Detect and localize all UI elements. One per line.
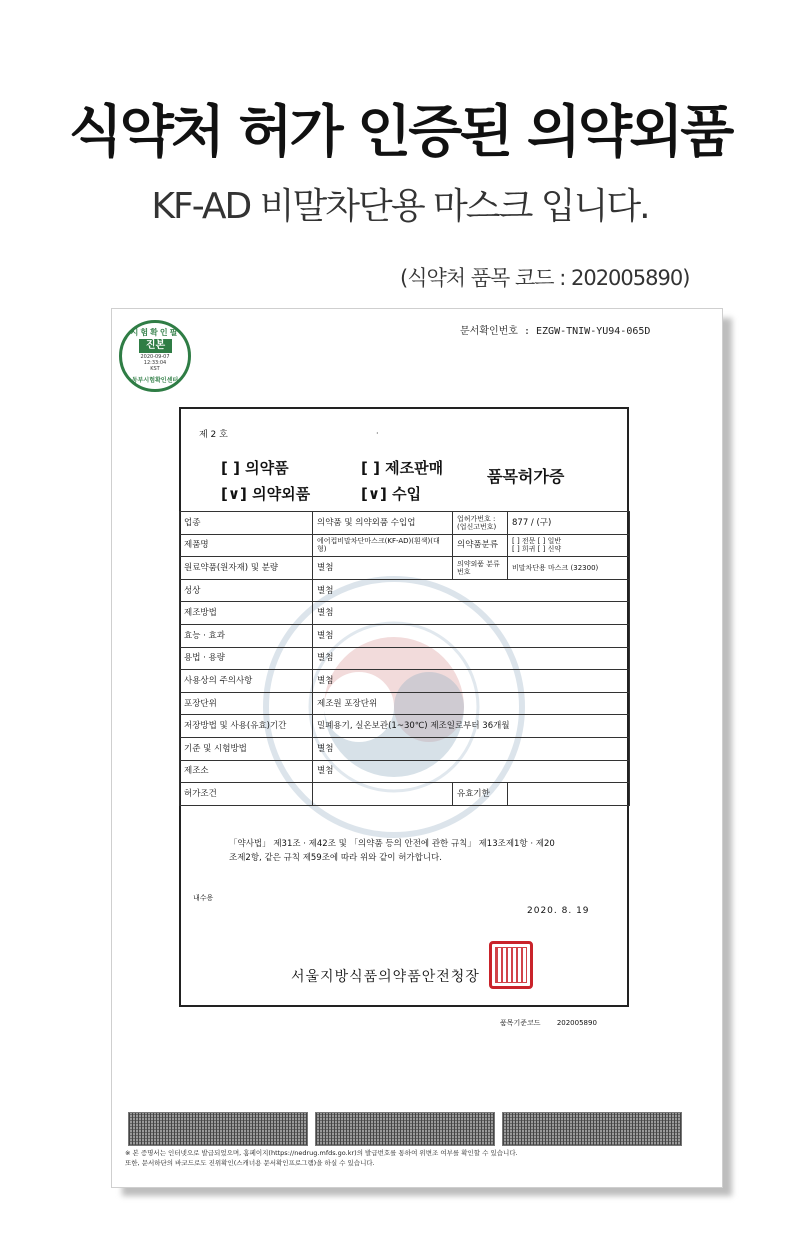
table-row — [180, 557, 630, 580]
checkbox-import: [∨] 수입 — [361, 485, 422, 503]
permit-table — [179, 511, 630, 806]
seal-time: 12:33:04 — [143, 360, 167, 366]
product-label: 제품명 — [180, 534, 313, 557]
item-standard-label: 품목기준코드 — [500, 1019, 541, 1027]
maker-value: 별첨 — [313, 760, 630, 783]
certificate-box — [179, 407, 629, 1007]
condition-value — [313, 783, 453, 806]
class-line-1: [ ] 전문 [ ] 일반 — [512, 537, 562, 546]
license-value: 877 / (구) — [508, 512, 630, 535]
caution-label: 사용상의 주의사항 — [180, 670, 313, 693]
storage-label: 저장방법 및 사용(유효)기간 — [180, 715, 313, 738]
class-value — [508, 534, 630, 557]
item-code-caption: (식약처 품목 코드 : 202005890) — [400, 266, 690, 290]
verification-notice — [125, 1148, 705, 1168]
product-value: 에어컵비말차단마스크(KF-AD)(흰색)(대형) — [313, 534, 453, 557]
package-value: 제조원 포장단위 — [313, 692, 630, 715]
business-value: 의약품 및 의약외품 수입업 — [313, 512, 453, 535]
usage-value: 별첨 — [313, 647, 630, 670]
package-label: 포장단위 — [180, 692, 313, 715]
seal-org: 동부시험확인센터 — [131, 377, 179, 384]
ingredient-value: 별첨 — [313, 557, 453, 580]
property-label: 성상 — [180, 579, 313, 602]
table-row — [180, 624, 630, 647]
certificate-title: 품목허가증 — [487, 467, 565, 486]
storage-value: 밀폐용기, 실온보관(1~30℃) 제조일로부터 36개월 — [313, 715, 630, 738]
method-label: 제조방법 — [180, 602, 313, 625]
table-row — [180, 783, 630, 806]
class-line-2: [ ] 희귀 [ ] 신약 — [512, 545, 562, 554]
table-row — [180, 579, 630, 602]
verification-barcode-2 — [315, 1112, 495, 1146]
checkbox-manufacture: [ ] 제조판매 — [361, 459, 444, 477]
expiry-label: 유효기한 — [453, 783, 508, 806]
verification-barcode-3 — [502, 1112, 682, 1146]
official-red-stamp — [489, 941, 533, 989]
maker-label: 제조소 — [180, 760, 313, 783]
property-value: 별첨 — [313, 579, 630, 602]
authenticity-seal — [119, 320, 191, 392]
effect-value: 별첨 — [313, 624, 630, 647]
issue-date: 2020. 8. 19 — [527, 906, 590, 916]
caution-value: 별첨 — [313, 670, 630, 693]
seal-ring-text: 시험확인필 — [130, 328, 180, 337]
notice-line-1: ※ 본 증명서는 인터넷으로 발급되었으며, 홈페이지(https://nedrug.mfds.go.kr)의 발급번호를 통하여 위변조 여부를 확인할 수 있습니다. — [125, 1149, 518, 1157]
ingredient-label: 원료약품(원자재) 및 분량 — [180, 557, 313, 580]
document-number: 문서확인번호 : EZGW-TNIW-YU94-065D — [460, 326, 651, 337]
seal-datetime — [122, 354, 188, 372]
item-standard-code — [500, 1018, 597, 1028]
issuer-name: 서울지방식품의약품안전청장 — [291, 969, 480, 985]
class-label: 의약품분류 — [453, 534, 508, 557]
table-row — [180, 692, 630, 715]
form-dot: · — [376, 429, 379, 438]
test-label: 기준 및 시험방법 — [180, 737, 313, 760]
effect-label: 효능 · 효과 — [180, 624, 313, 647]
condition-label: 허가조건 — [180, 783, 313, 806]
banner-subline: KF-AD 비말차단용 마스크 입니다. — [151, 186, 649, 227]
table-row — [180, 760, 630, 783]
quasi-class-label: 의약외품 분류번호 — [453, 557, 508, 580]
legal-basis-text: 「약사법」 제31조 · 제42조 및 「의약품 등의 안전에 관한 규칙」 제13조제1항 · 제20조제2항, 같은 규칙 제59조에 따라 위와 같이 허가합니다. — [229, 839, 555, 863]
stamp-pattern — [495, 947, 527, 983]
banner-headline: 식약처 허가 인증된 의약외품 — [68, 100, 732, 165]
table-row — [180, 602, 630, 625]
checkbox-quasi-drug: [∨] 의약외품 — [221, 485, 311, 503]
table-row — [180, 715, 630, 738]
method-value: 별첨 — [313, 602, 630, 625]
seal-date: 2020-09-07 — [140, 354, 170, 360]
receipt-note: 내수용 — [193, 894, 214, 902]
usage-label: 용법 · 용량 — [180, 647, 313, 670]
table-row — [180, 737, 630, 760]
seal-center-text: 진본 — [139, 339, 172, 353]
table-row — [180, 534, 630, 557]
table-row — [180, 670, 630, 693]
table-row — [180, 647, 630, 670]
expiry-value — [508, 783, 630, 806]
license-label: 업허가번호 : (업신고번호) — [453, 512, 508, 535]
seal-zone: KST — [150, 366, 160, 372]
checkbox-pharma: [ ] 의약품 — [221, 459, 289, 477]
business-label: 업종 — [180, 512, 313, 535]
quasi-class-value: 비말차단용 마스크 (32300) — [508, 557, 630, 580]
form-number: 제 2 호 — [199, 430, 228, 440]
notice-line-2: 또한, 문서하단의 바코드로도 진위확인(스캐너용 문서확인프로그램)을 하실 수 있습니다. — [125, 1159, 375, 1167]
verification-barcode-1 — [128, 1112, 308, 1146]
item-standard-value: 202005890 — [556, 1019, 597, 1027]
test-value: 별첨 — [313, 737, 630, 760]
table-row — [180, 512, 630, 535]
